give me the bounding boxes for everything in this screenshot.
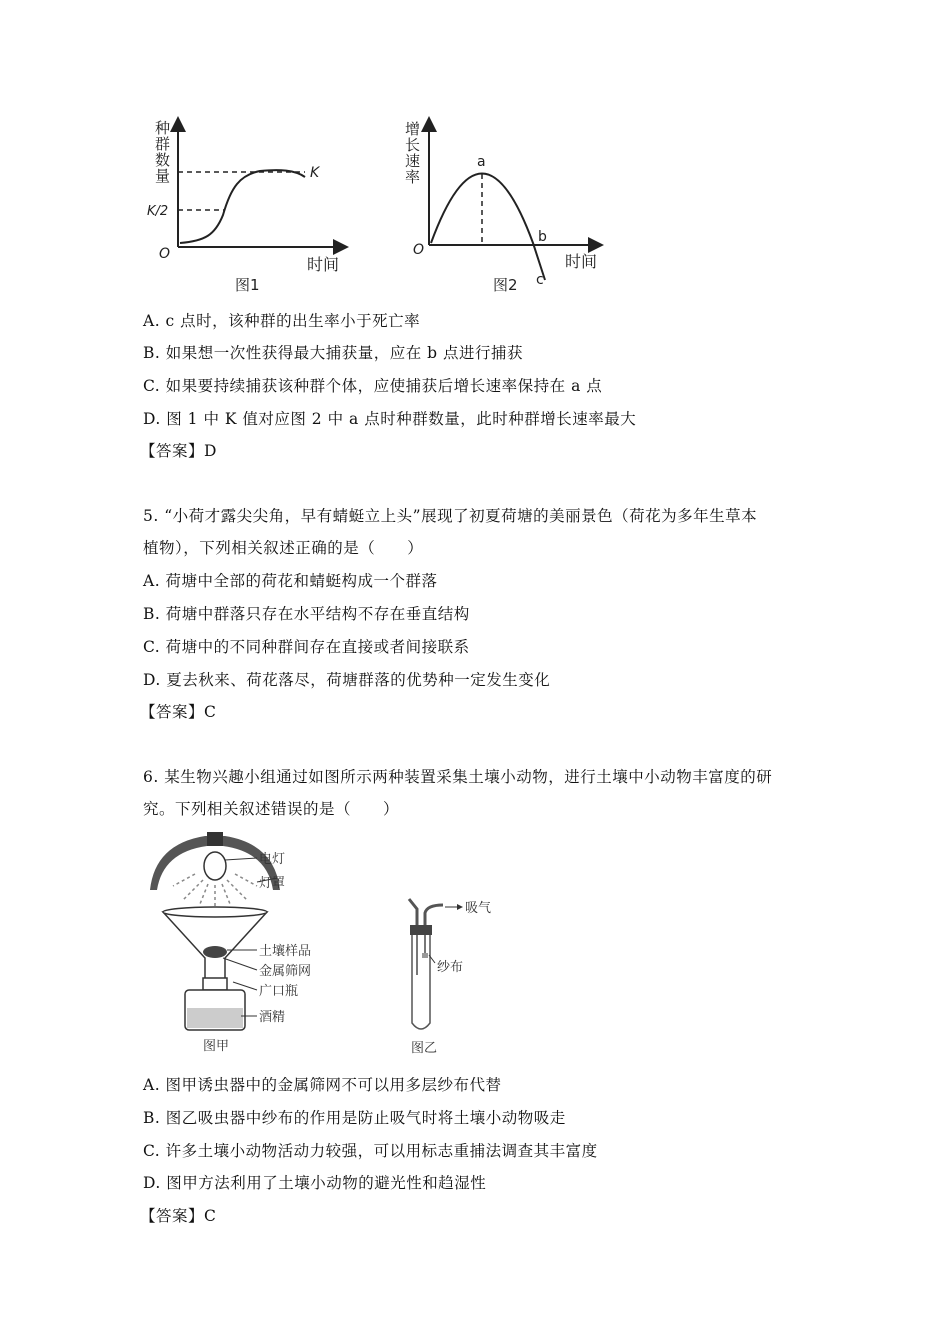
bottle-neck bbox=[203, 978, 227, 990]
q6-stem-line2: 究。下列相关叙述错误的是（ ） bbox=[143, 800, 400, 818]
q4-option-b: B. 如果想一次性获得最大捕获量，应在 b 点进行捕获 bbox=[143, 344, 524, 362]
label-suction: 吸气 bbox=[465, 901, 492, 916]
q6-stem-line1: 6. 某生物兴趣小组通过如图所示两种装置采集土壤小动物，进行土壤中小动物丰富度的研 bbox=[143, 768, 773, 786]
q4-option-c: C. 如果要持续捕获该种群个体，应使捕获后增长速率保持在 a 点 bbox=[143, 377, 603, 395]
figure-jia-berlese-funnel bbox=[145, 830, 325, 1055]
q4-option-d: D. 图 1 中 K 值对应图 2 中 a 点时种群数量，此时种群增长速率最大 bbox=[143, 410, 637, 428]
q4-option-a: A. c 点时，该种群的出生率小于死亡率 bbox=[143, 312, 421, 330]
fig1-caption: 图1 bbox=[235, 276, 260, 294]
stopper bbox=[410, 925, 432, 935]
fig1-k-label: K bbox=[310, 165, 320, 181]
fig2-caption: 图2 bbox=[493, 276, 518, 294]
q6-answer: 【答案】C bbox=[140, 1207, 217, 1225]
label-mesh: 金属筛网 bbox=[259, 964, 312, 979]
q5-option-d: D. 夏去秋来、荷花落尽，荷塘群落的优势种一定发生变化 bbox=[143, 671, 551, 689]
label-alcohol: 酒精 bbox=[259, 1010, 286, 1025]
fig2-ylabel-2: 长 bbox=[405, 136, 421, 154]
fig2-ylabel-3: 速 bbox=[405, 152, 421, 170]
q4-answer: 【答案】D bbox=[140, 442, 217, 460]
label-soil: 土壤样品 bbox=[259, 944, 312, 959]
figure-yi-aspirator bbox=[395, 895, 505, 1055]
aspirator-tube-left bbox=[409, 899, 417, 925]
figure-2-growth-rate-curve bbox=[395, 112, 610, 302]
label-gauze: 纱布 bbox=[437, 960, 464, 975]
q5-stem-line1: 5. “小荷才露尖尖角，早有蜻蜓立上头”展现了初夏荷塘的美丽景色（荷花为多年生草本 bbox=[143, 507, 758, 525]
fig1-s-curve bbox=[180, 170, 305, 243]
fig1-ylabel-2: 群 bbox=[155, 135, 171, 153]
fig2-parabola bbox=[431, 174, 545, 281]
q6-option-a: A. 图甲诱虫器中的金属筛网不可以用多层纱布代替 bbox=[143, 1076, 502, 1094]
label-lamp: 电灯 bbox=[259, 852, 286, 867]
figure-1-population-curve bbox=[145, 115, 355, 300]
fig1-origin: O bbox=[159, 246, 171, 262]
q5-option-c: C. 荷塘中的不同种群间存在直接或者间接联系 bbox=[143, 638, 470, 656]
q6-option-c: C. 许多土壤小动物活动力较强，可以用标志重捕法调查其丰富度 bbox=[143, 1142, 598, 1160]
bulb bbox=[204, 852, 226, 880]
q6-option-d: D. 图甲方法利用了土壤小动物的避光性和趋湿性 bbox=[143, 1174, 487, 1192]
q5-option-b: B. 荷塘中群落只存在水平结构不存在垂直结构 bbox=[143, 605, 470, 623]
fig2-ylabel-1: 增 bbox=[405, 120, 421, 138]
label-shade: 灯罩 bbox=[259, 876, 286, 891]
fig2-point-c: c bbox=[536, 272, 544, 288]
fig1-ylabel-1: 种 bbox=[155, 119, 171, 137]
fig-jia-caption: 图甲 bbox=[203, 1039, 230, 1054]
q6-option-b: B. 图乙吸虫器中纱布的作用是防止吸气时将土壤小动物吸走 bbox=[143, 1109, 566, 1127]
aspirator-tube-right bbox=[425, 905, 443, 925]
q5-stem-line2: 植物），下列相关叙述正确的是（ ） bbox=[143, 539, 424, 557]
fig-yi-caption: 图乙 bbox=[411, 1041, 438, 1055]
soil-sample bbox=[203, 946, 227, 958]
alcohol bbox=[187, 1008, 243, 1028]
fig1-xlabel: 时间 bbox=[307, 255, 340, 274]
lamp-socket bbox=[207, 832, 223, 846]
fig2-point-b: b bbox=[538, 229, 547, 245]
test-tube bbox=[412, 935, 430, 1029]
fig2-xlabel: 时间 bbox=[565, 252, 598, 271]
q5-option-a: A. 荷塘中全部的荷花和蜻蜓构成一个群落 bbox=[143, 572, 438, 590]
fig1-k2-label: K/2 bbox=[147, 204, 169, 219]
fig2-point-a: a bbox=[477, 154, 486, 170]
q5-answer: 【答案】C bbox=[140, 703, 217, 721]
gauze bbox=[422, 953, 428, 958]
fig2-origin: O bbox=[413, 242, 425, 258]
fig2-ylabel-4: 率 bbox=[405, 168, 421, 186]
fig1-ylabel-4: 量 bbox=[155, 167, 171, 185]
label-bottle: 广口瓶 bbox=[259, 984, 299, 999]
fig1-ylabel-3: 数 bbox=[155, 151, 171, 169]
